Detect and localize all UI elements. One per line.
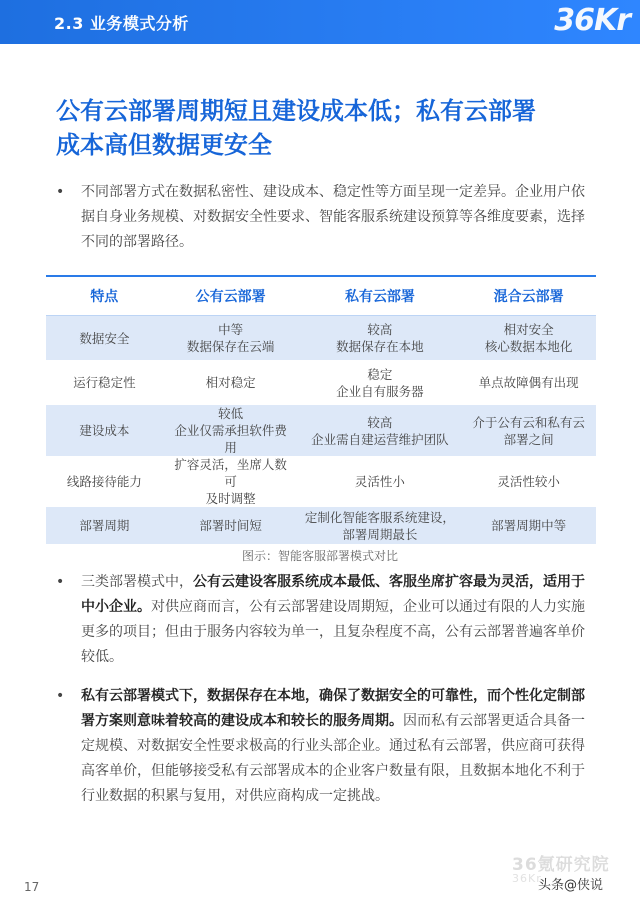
- heading-line-2: 成本高但数据更安全: [56, 131, 272, 159]
- private-cloud-text: [81, 684, 596, 809]
- public-cloud-bullet: [56, 570, 596, 670]
- table-row: [46, 405, 596, 456]
- public-cloud-rest: 对供应商而言，公有云部署建设周期短，企业可以通过有限的人力实施更多的项目；但由于服务内容较为单一，且复杂程度不高，公有云部署普遍客单价较低。: [81, 599, 585, 665]
- table-header-row: [46, 276, 596, 316]
- table-row: [46, 507, 596, 544]
- table-cell: 灵活性小: [354, 474, 405, 489]
- table-cell: 灵活性较小: [497, 474, 560, 489]
- private-cloud-bold: 私有云部署模式下，数据保存在本地，确保了数据安全的可靠性，而个性化定制部署方案则意味着较高的建设成本和较长的服务周期。: [81, 688, 585, 729]
- bullet-dot-icon: •: [56, 574, 65, 590]
- table-cell: 建设成本: [46, 405, 163, 456]
- table-cell: 稳定 企业自有服务器: [336, 366, 424, 399]
- intro-text: 不同部署方式在数据私密性、建设成本、稳定性等方面呈现一定差异。企业用户依据自身业务规模、对数据安全性要求、智能客服系统建设预算等各维度要素，选择不同的部署路径。: [81, 184, 585, 250]
- table-cell: 单点故障偶有出现: [478, 375, 579, 390]
- table-cell: 定制化智能客服系统建设， 部署周期最长: [299, 507, 462, 544]
- table-cell: 相对稳定: [205, 375, 256, 390]
- private-cloud-rest: 因而私有云部署更适合具备一定规模、对数据安全性要求极高的行业头部企业。通过私有云部署，供应商可获得高客单价，但能够接受私有云部署成本的企业客户数量有限，且数据本地化不利于行业数据的积累与复用，对供应商构成一定挑战。: [81, 713, 585, 804]
- table-header-cell: 私有云部署: [299, 276, 462, 316]
- table-cell: 较高 数据保存在本地: [299, 316, 462, 361]
- table-row: [46, 316, 596, 361]
- table-cell: 部署周期: [46, 507, 163, 544]
- watermark-sub: 36Kr: [512, 872, 542, 885]
- table-cell: 中等 数据保存在云端: [163, 316, 299, 361]
- page-number: 17: [24, 880, 40, 894]
- public-cloud-lead: 三类部署模式中，: [81, 574, 193, 590]
- comparison-table: [46, 275, 596, 544]
- table-row: [46, 360, 596, 405]
- table-cell: 运行稳定性: [73, 375, 136, 390]
- public-cloud-bold: 公有云建设客服系统成本最低、客服坐席扩容最为灵活，适用于中小企业。: [81, 574, 585, 615]
- table-cell: 相对安全 核心数据本地化: [461, 316, 596, 361]
- logo: 36Kr: [554, 3, 630, 38]
- heading-line-1: 公有云部署周期短且建设成本低；私有云部署: [56, 97, 536, 125]
- table-header-cell: 混合云部署: [461, 276, 596, 316]
- bullet-dot-icon: •: [56, 688, 65, 704]
- table-cell: 较低 企业仅需承担软件费用: [163, 405, 299, 456]
- table-cell: 介于公有云和私有云 部署之间: [461, 405, 596, 456]
- table-header-cell: 特点: [46, 276, 163, 316]
- page-heading: [56, 94, 596, 162]
- section-title: 2.3 业务模式分析: [54, 14, 189, 33]
- source-label: 头条@侠说: [538, 878, 604, 893]
- table-cell: 线路接待能力: [66, 474, 142, 489]
- table-cell: 较高 企业需自建运营维护团队: [299, 405, 462, 456]
- table-header-cell: 公有云部署: [163, 276, 299, 316]
- bullet-dot-icon: •: [56, 184, 65, 200]
- table-cell: 数据安全: [46, 316, 163, 361]
- header-bar: [0, 0, 640, 44]
- table-caption: 图示：智能客服部署模式对比: [241, 549, 398, 563]
- intro-bullet: [56, 180, 596, 255]
- public-cloud-text: [81, 570, 596, 670]
- table-cell: 部署周期中等: [461, 507, 596, 544]
- table-row: [46, 456, 596, 507]
- private-cloud-bullet: [56, 684, 596, 809]
- watermark: 36氪研究院: [512, 855, 610, 875]
- table-cell: 部署时间短: [163, 507, 299, 544]
- table-cell: 扩容灵活，坐席人数可 及时调整: [174, 457, 287, 506]
